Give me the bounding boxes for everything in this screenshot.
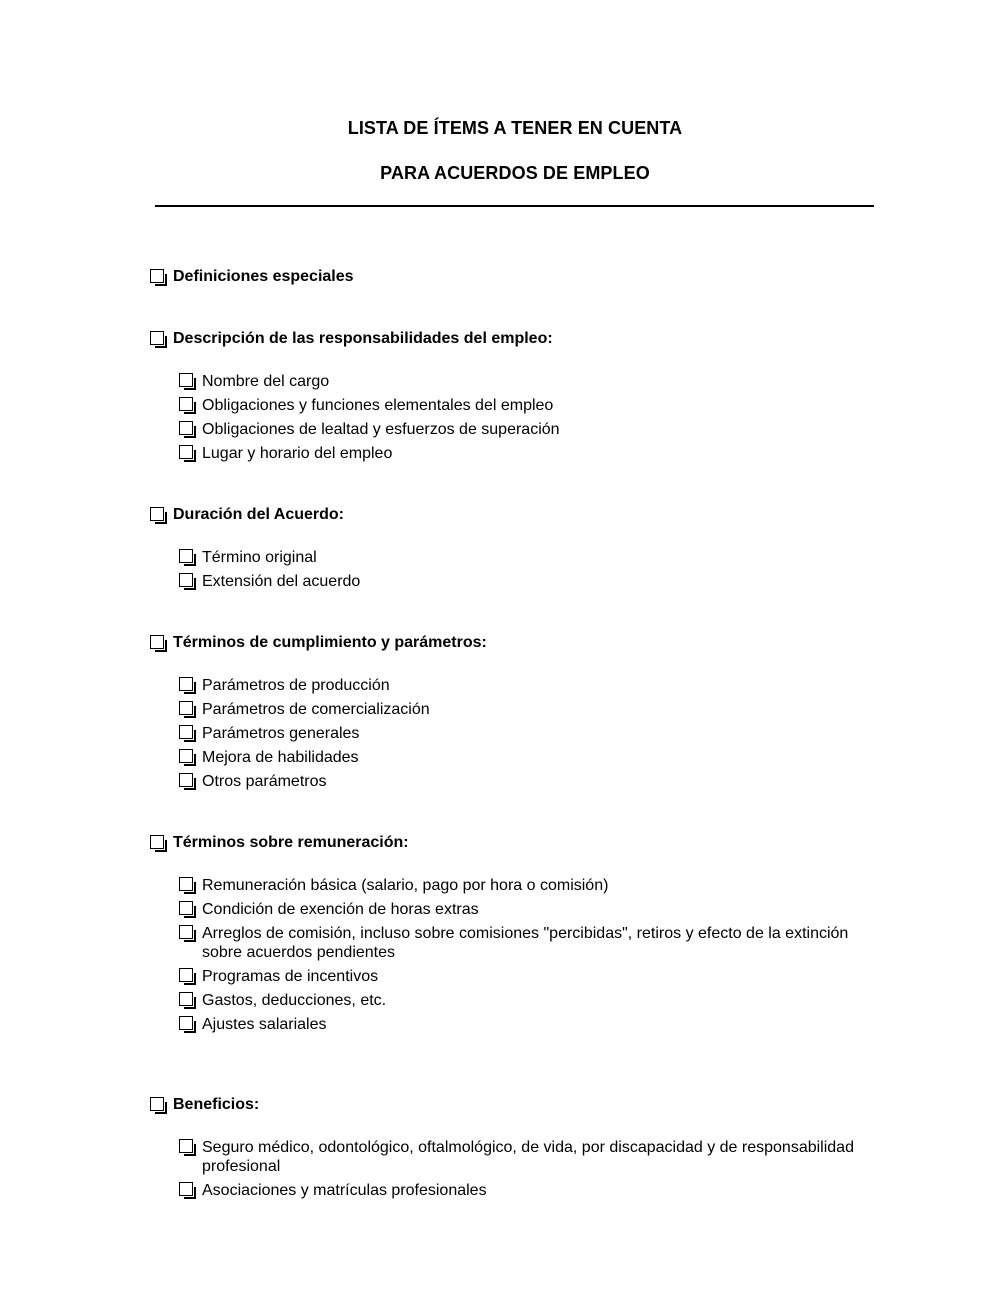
section-title: Beneficios:: [173, 1096, 260, 1113]
section-definiciones: [150, 268, 354, 286]
checkbox-icon[interactable]: [179, 773, 193, 787]
checkbox-icon[interactable]: [179, 925, 193, 939]
checklist-item: [179, 420, 879, 439]
checklist-item-label: Gastos, deducciones, etc.: [202, 992, 387, 1009]
checkbox-icon[interactable]: [179, 749, 193, 763]
section-duracion: [150, 506, 344, 524]
checklist-item: [179, 991, 879, 1010]
checklist-item-label: Asociaciones y matrículas profesionales: [202, 1182, 487, 1199]
checkbox-icon[interactable]: [150, 269, 164, 283]
checklist-item-label: Lugar y horario del empleo: [202, 445, 393, 462]
checkbox-icon[interactable]: [150, 1097, 164, 1111]
checkbox-icon[interactable]: [179, 677, 193, 691]
checkbox-icon[interactable]: [179, 549, 193, 563]
checkbox-icon[interactable]: [150, 835, 164, 849]
section-title: Duración del Acuerdo:: [173, 506, 344, 523]
checkbox-icon[interactable]: [179, 901, 193, 915]
checkbox-icon[interactable]: [179, 968, 193, 982]
checklist-item: [179, 572, 879, 591]
title-divider: [155, 205, 874, 207]
checkbox-icon[interactable]: [179, 1016, 193, 1030]
checkbox-icon[interactable]: [150, 507, 164, 521]
checklist-item: [179, 967, 879, 986]
checklist-item-label: Arreglos de comisión, incluso sobre comisiones "percibidas", retiros y efecto de la extinción sobre acuerdos pendientes: [202, 925, 849, 961]
checkbox-icon[interactable]: [150, 635, 164, 649]
checkbox-icon[interactable]: [179, 1182, 193, 1196]
checklist-item: [179, 772, 879, 791]
checklist-item-label: Otros parámetros: [202, 773, 327, 790]
section-cumplimiento: [150, 634, 487, 652]
checkbox-icon[interactable]: [179, 573, 193, 587]
checklist-item-label: Programas de incentivos: [202, 968, 379, 985]
checklist-item-label: Obligaciones y funciones elementales del empleo: [202, 397, 554, 414]
section-title: Términos de cumplimiento y parámetros:: [173, 634, 487, 651]
checklist-item: [179, 724, 879, 743]
checkbox-icon[interactable]: [179, 373, 193, 387]
section-title: Descripción de las responsabilidades del empleo:: [173, 330, 553, 347]
section-beneficios: [150, 1096, 259, 1114]
checkbox-icon[interactable]: [179, 445, 193, 459]
checklist-item: [179, 1138, 879, 1176]
checklist-item: [179, 900, 879, 919]
checklist-item-label: Nombre del cargo: [202, 373, 330, 390]
checklist-item-label: Remuneración básica (salario, pago por hora o comisión): [202, 877, 609, 894]
checkbox-icon[interactable]: [179, 877, 193, 891]
section-title: Definiciones especiales: [173, 268, 354, 285]
checklist-item: [179, 676, 879, 695]
checklist-item: [179, 876, 879, 895]
checklist-item-label: Término original: [202, 549, 317, 566]
checkbox-icon[interactable]: [179, 421, 193, 435]
checklist-item: [179, 924, 879, 962]
checklist-item: [179, 1015, 879, 1034]
checkbox-icon[interactable]: [179, 725, 193, 739]
checklist-item-label: Condición de exención de horas extras: [202, 901, 479, 918]
checkbox-icon[interactable]: [179, 1139, 193, 1153]
section-remuneracion: [150, 834, 409, 852]
document-title: LISTA DE ÍTEMS A TENER EN CUENTA: [347, 118, 683, 138]
checkbox-icon[interactable]: [150, 331, 164, 345]
checklist-item: [179, 1181, 879, 1200]
checkbox-icon[interactable]: [179, 992, 193, 1006]
checklist-item-label: Seguro médico, odontológico, oftalmológico, de vida, por discapacidad y de responsabilidad profesional: [202, 1139, 854, 1175]
checklist-item-label: Ajustes salariales: [202, 1016, 327, 1033]
checklist-item-label: Parámetros generales: [202, 725, 360, 742]
checklist-item-label: Parámetros de comercialización: [202, 701, 430, 718]
checklist-item: [179, 548, 879, 567]
checklist-item-label: Extensión del acuerdo: [202, 573, 361, 590]
checklist-item-label: Mejora de habilidades: [202, 749, 359, 766]
checklist-item: [179, 748, 879, 767]
checklist-item-label: Obligaciones de lealtad y esfuerzos de superación: [202, 421, 560, 438]
checklist-item: [179, 444, 879, 463]
checklist-item-label: Parámetros de producción: [202, 677, 390, 694]
document-subtitle: PARA ACUERDOS DE EMPLEO: [380, 163, 650, 183]
checklist-item: [179, 396, 879, 415]
section-title: Términos sobre remuneración:: [173, 834, 409, 851]
checkbox-icon[interactable]: [179, 397, 193, 411]
checkbox-icon[interactable]: [179, 701, 193, 715]
checklist-item: [179, 700, 879, 719]
section-responsabilidades: [150, 330, 553, 348]
checklist-item: [179, 372, 879, 391]
